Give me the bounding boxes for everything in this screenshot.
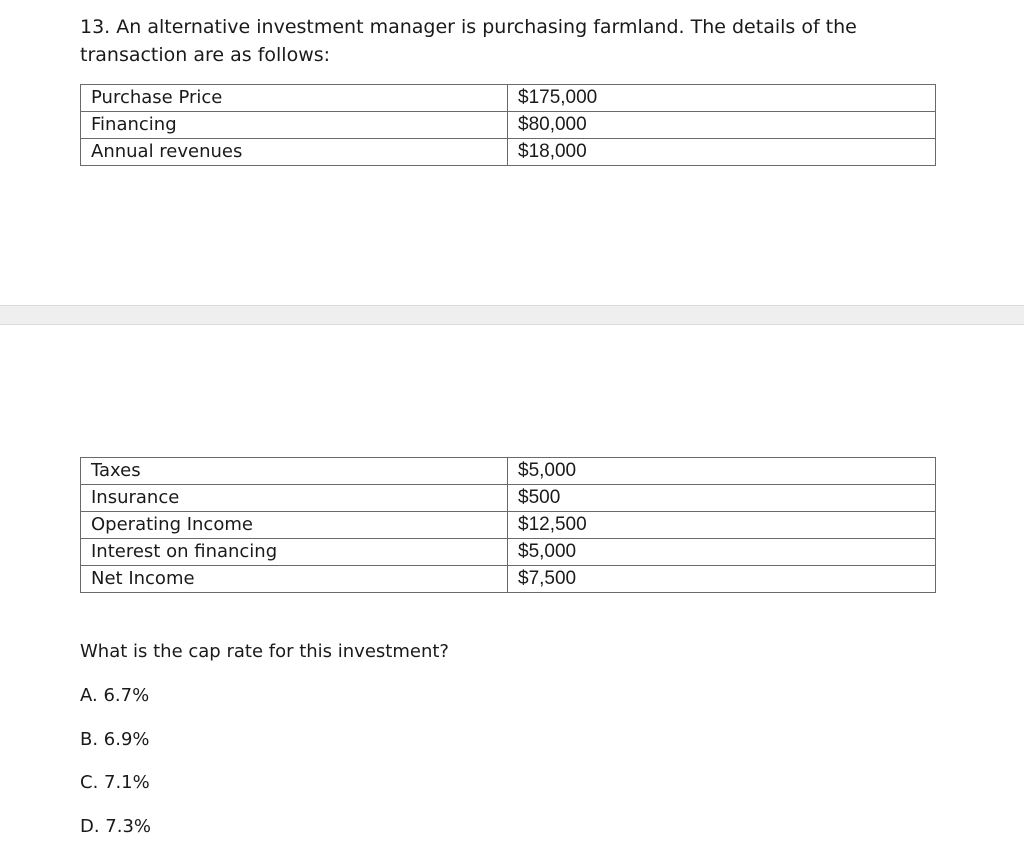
row-value: $5,000 (508, 539, 936, 566)
option-a: A. 6.7% (80, 683, 151, 727)
document-page-bottom (0, 325, 1024, 842)
row-value: $500 (508, 485, 936, 512)
question-text: 13. An alternative investment manager is purchasing farmland. The details of the transaction are as follows: (80, 13, 940, 69)
question-prompt: What is the cap rate for this investment? (80, 639, 449, 665)
table-row (81, 112, 936, 139)
table-row (81, 566, 936, 593)
row-value: $12,500 (508, 512, 936, 539)
row-value: $18,000 (508, 139, 936, 166)
row-label: Net Income (81, 566, 508, 593)
row-label: Operating Income (81, 512, 508, 539)
option-d: D. 7.3% (80, 814, 151, 857)
table-row (81, 512, 936, 539)
income-details-table (80, 457, 936, 593)
row-value: $5,000 (508, 458, 936, 485)
document-page-top (0, 0, 1024, 305)
answer-options (80, 683, 151, 857)
option-b: B. 6.9% (80, 727, 151, 771)
row-label: Taxes (81, 458, 508, 485)
option-c: C. 7.1% (80, 770, 151, 814)
row-label: Purchase Price (81, 85, 508, 112)
row-value: $7,500 (508, 566, 936, 593)
table-row (81, 458, 936, 485)
table-row (81, 485, 936, 512)
table-row (81, 85, 936, 112)
row-label: Annual revenues (81, 139, 508, 166)
row-label: Interest on financing (81, 539, 508, 566)
transaction-details-table (80, 84, 936, 166)
table-row (81, 139, 936, 166)
row-value: $175,000 (508, 85, 936, 112)
row-label: Financing (81, 112, 508, 139)
page-separator (0, 305, 1024, 325)
row-value: $80,000 (508, 112, 936, 139)
table-row (81, 539, 936, 566)
row-label: Insurance (81, 485, 508, 512)
